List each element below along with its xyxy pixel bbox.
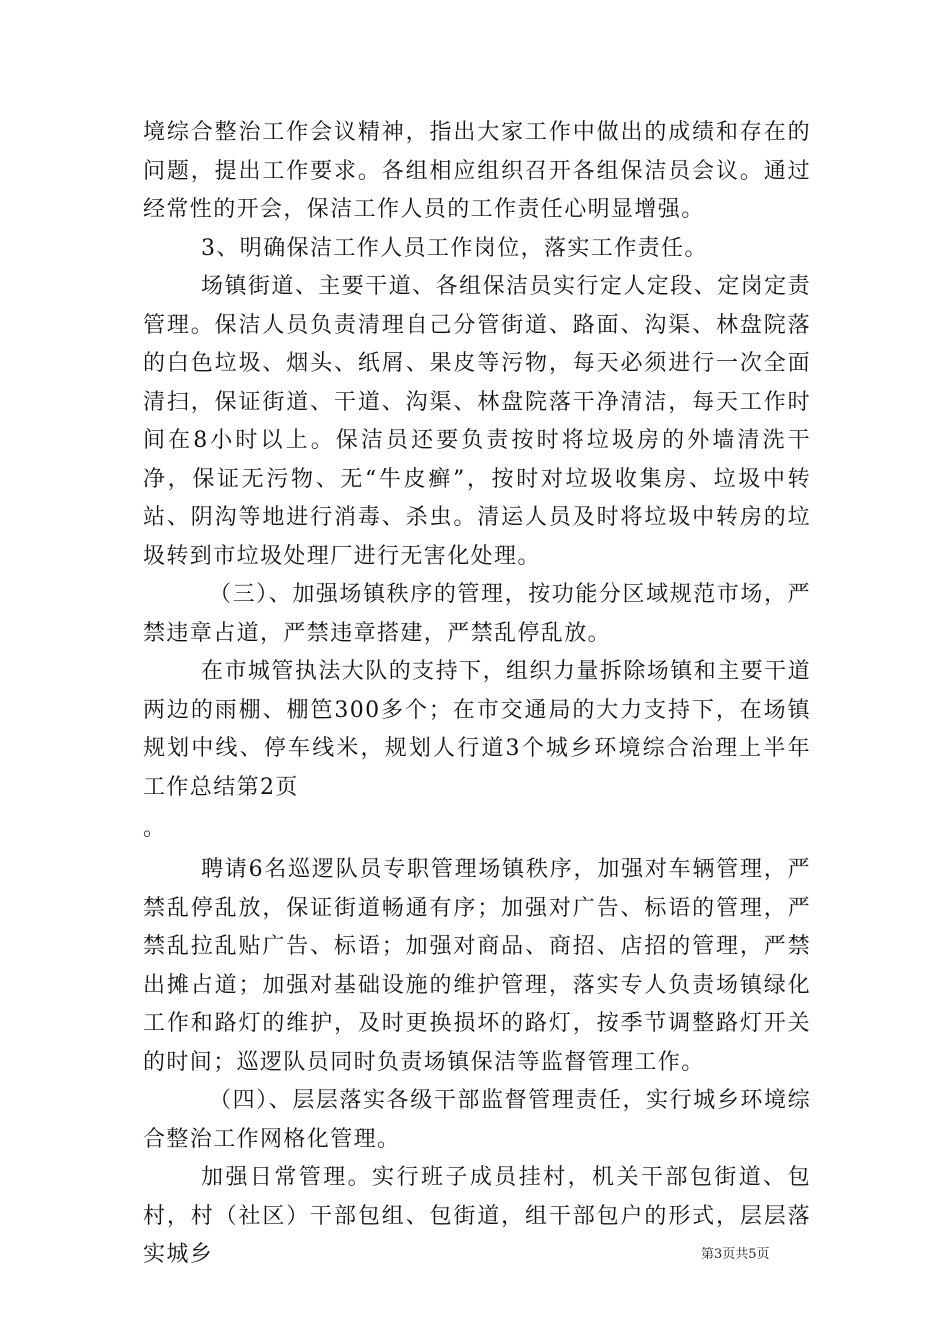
paragraph-heading-section-4: （四）、层层落实各级干部监督管理责任，实行城乡环境综合整治工作网格化管理。 [143, 1088, 811, 1152]
paragraph-cleaning-duties: 场镇街道、主要干道、各组保洁员实行定人定段、定岗定责管理。保洁人员负责清理自己分管街道、路面、沟渠、林盘院落的白色垃圾、烟头、纸屑、果皮等污物，每天必须进行一次全面清扫，保证街道、干道、沟渠、林盘院落干净清洁，每天工作时间在8小时以上。保洁员还要负责按时将垃圾房的外墙清洗干净，保证无污物、无“牛皮癣”，按时对垃圾收集房、垃圾中转站、阴沟等地进行消毒、杀虫。清运人员及时将垃圾中转房的垃圾转到市垃圾处理厂进行无害化处理。 [143, 274, 811, 569]
page-number-footer: 第3页共5页 [701, 1247, 770, 1262]
paragraph-stray-period: 。 [143, 816, 167, 841]
paragraph-daily-management: 加强日常管理。实行班子成员挂村，机关干部包街道、包村，村（社区）干部包组、包街道，组干部包户的形式，层层落实城乡 [143, 1165, 811, 1267]
paragraph-meeting-continuation: 境综合整治工作会议精神，指出大家工作中做出的成绩和存在的问题，提出工作要求。各组相应组织召开各组保洁员会议。通过经常性的开会，保洁工作人员的工作责任心明显增强。 [143, 120, 811, 222]
paragraph-heading-3: 3、明确保洁工作人员工作岗位，落实工作责任。 [201, 235, 708, 261]
paragraph-demolition: 在市城管执法大队的支持下，组织力量拆除场镇和主要干道两边的雨棚、棚笆300多个；在市交通局的大力支持下，在场镇规划中线、停车线米，规划人行道3个城乡环境综合治理上半年工作总结第2页 [143, 659, 811, 800]
paragraph-heading-section-3: （三）、加强场镇秩序的管理，按功能分区域规范市场，严禁违章占道，严禁违章搭建，严禁乱停乱放。 [143, 582, 811, 646]
document-body [143, 114, 811, 1275]
paragraph-patrol: 聘请6名巡逻队员专职管理场镇秩序，加强对车辆管理，严禁乱停乱放，保证街道畅通有序；加强对广告、标语的管理，严禁乱拉乱贴广告、标语；加强对商品、商招、店招的管理，严禁出摊占道；加强对基础设施的维护管理，落实专人负责场镇绿化工作和路灯的维护，及时更换损坏的路灯，按季节调整路灯开关的时间；巡逻队员同时负责场镇保洁等监督管理工作。 [143, 857, 811, 1075]
